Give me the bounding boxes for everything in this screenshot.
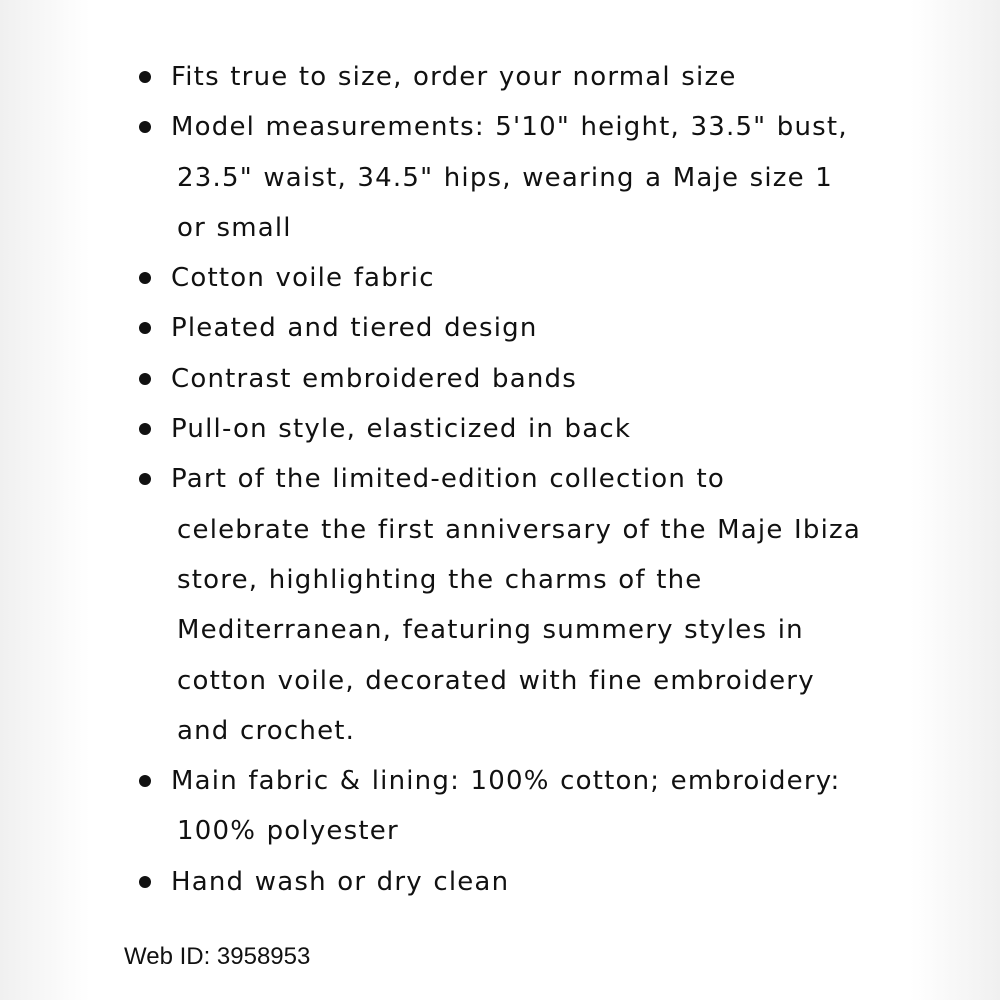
list-item [0,454,871,756]
list-item [0,303,871,353]
list-item [0,52,871,102]
list-item-line: or small [177,212,292,243]
list-item-line: store, highlighting the charms of the [177,564,703,595]
list-item-line: Main fabric & lining: 100% cotton; embroidery: [171,766,841,797]
list-item [0,857,871,907]
bullet-icon [139,423,151,435]
list-item [0,756,871,857]
bullet-icon [139,473,151,485]
list-item-line: 100% polyester [177,816,399,847]
list-item-line: Part of the limited-edition collection to [171,464,726,495]
list-item [0,354,871,404]
bullet-icon [139,322,151,334]
list-item-line: Hand wash or dry clean [171,866,510,897]
list-item-line: Mediterranean, featuring summery styles in [177,615,804,646]
bullet-icon [139,71,151,83]
list-item-line: Contrast embroidered bands [171,363,577,394]
bullet-icon [139,373,151,385]
list-item-line: 23.5" waist, 34.5" hips, wearing a Maje size 1 [177,162,834,193]
bullet-icon [139,775,151,787]
list-item-line: and crochet. [177,715,356,746]
list-item [0,404,871,454]
web-id-label: Web ID: 3958953 [124,943,311,970]
list-item-line: celebrate the first anniversary of the Maje Ibiza [177,514,861,545]
list-item-line: Model measurements: 5'10" height, 33.5" bust, [171,112,848,143]
list-item [0,102,871,253]
list-item-line: Cotton voile fabric [171,263,435,294]
list-item-line: Fits true to size, order your normal size [171,62,737,92]
list-item-line: Pull-on style, elasticized in back [171,414,632,445]
product-details-list [0,52,1000,907]
bullet-icon [139,121,151,133]
bullet-icon [139,272,151,284]
list-item-line: cotton voile, decorated with fine embroidery [177,665,815,696]
list-item [0,253,871,303]
bullet-icon [139,876,151,888]
list-item-line: Pleated and tiered design [171,313,538,344]
